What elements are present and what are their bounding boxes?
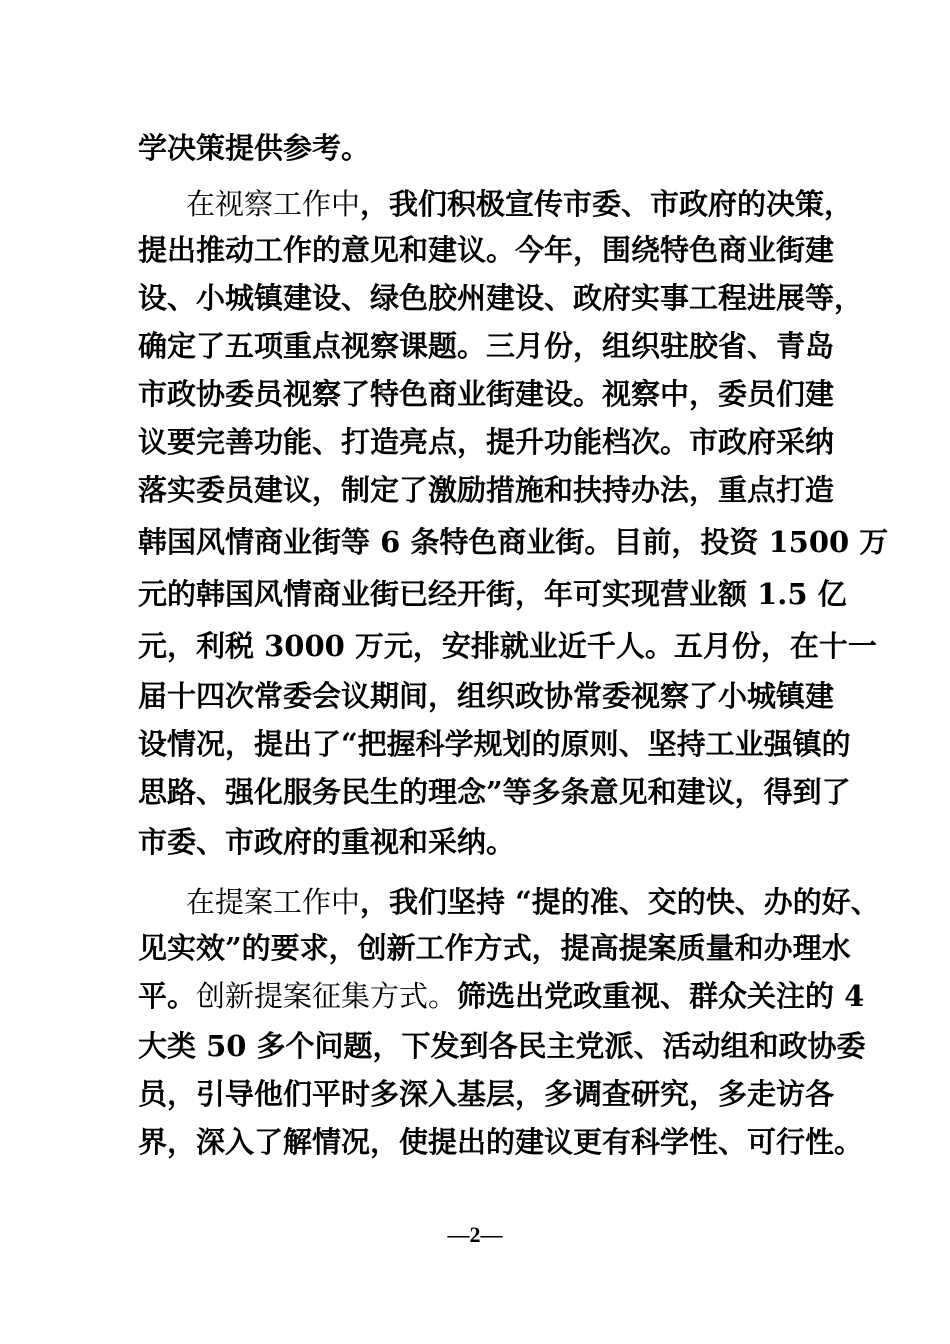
paragraph-line — [138, 128, 818, 168]
paragraph-line: 市政协委员视察了特色商业街建设。视察中，委员们建 — [138, 377, 835, 411]
paragraph-line: 设、小城镇建设、绿色胶州建设、政府实事工程进展等， — [138, 281, 864, 315]
paragraph-line: 提出推动工作的意见和建议。今年，围绕特色商业街建 — [138, 233, 835, 267]
page-number: —2— — [447, 1222, 503, 1247]
paragraph-line: 韩国风情商业街等 6 条特色商业街。目前，投资 1500 万 — [138, 525, 889, 559]
paragraph-line: 设情况，提出了“把握科学规划的原则、坚持工业强镇的 — [138, 727, 851, 761]
paragraph-line: 思路、强化服务民生的理念”等多条意见和建议，得到了 — [138, 775, 851, 809]
text-span: 筛选出党政重视、群众关注的 4 — [457, 979, 865, 1013]
text-span: ，我们积极宣传市委、市政府的决策， — [360, 187, 854, 221]
paragraph-line: 市委、市政府的重视和采纳。 — [138, 825, 516, 859]
paragraph-line: 届十四次常委会议期间，组织政协常委视察了小城镇建 — [138, 679, 835, 713]
paragraph-line — [186, 184, 854, 224]
paragraph-line — [186, 882, 880, 922]
text-span: ，我们坚持 “提的准、交的快、办的好、 — [360, 885, 880, 919]
text-span: 学决策提供参考。 — [138, 131, 371, 165]
text-span: 平。 — [138, 979, 197, 1013]
paragraph-line: 大类 50 多个问题，下发到各民主党派、活动组和政协委 — [138, 1029, 866, 1063]
paragraph-line: 元，利税 3000 万元，安排就业近千人。五月份，在十一 — [138, 629, 877, 663]
paragraph-line — [138, 976, 865, 1016]
paragraph-line: 议要完善功能、打造亮点，提升功能档次。市政府采纳 — [138, 425, 835, 459]
paragraph-lead: 在提案工作中 — [186, 885, 361, 919]
paragraph-line: 元的韩国风情商业街已经开街，年可实现营业额 1.5 亿 — [138, 577, 847, 611]
paragraph-lead: 在视察工作中 — [186, 187, 361, 221]
paragraph-line: 确定了五项重点视察课题。三月份，组织驻胶省、青岛 — [138, 329, 835, 363]
paragraph-line: 落实委员建议，制定了激励措施和扶持办法，重点打造 — [138, 473, 835, 507]
paragraph-line: 见实效”的要求，创新工作方式，提高提案质量和办理水 — [138, 931, 851, 965]
text-span: 创新提案征集方式。 — [196, 979, 458, 1013]
paragraph-line: 员，引导他们平时多深入基层，多调查研究，多走访各 — [138, 1077, 835, 1111]
paragraph-line: 界，深入了解情况，使提出的建议更有科学性、可行性。 — [138, 1125, 864, 1159]
